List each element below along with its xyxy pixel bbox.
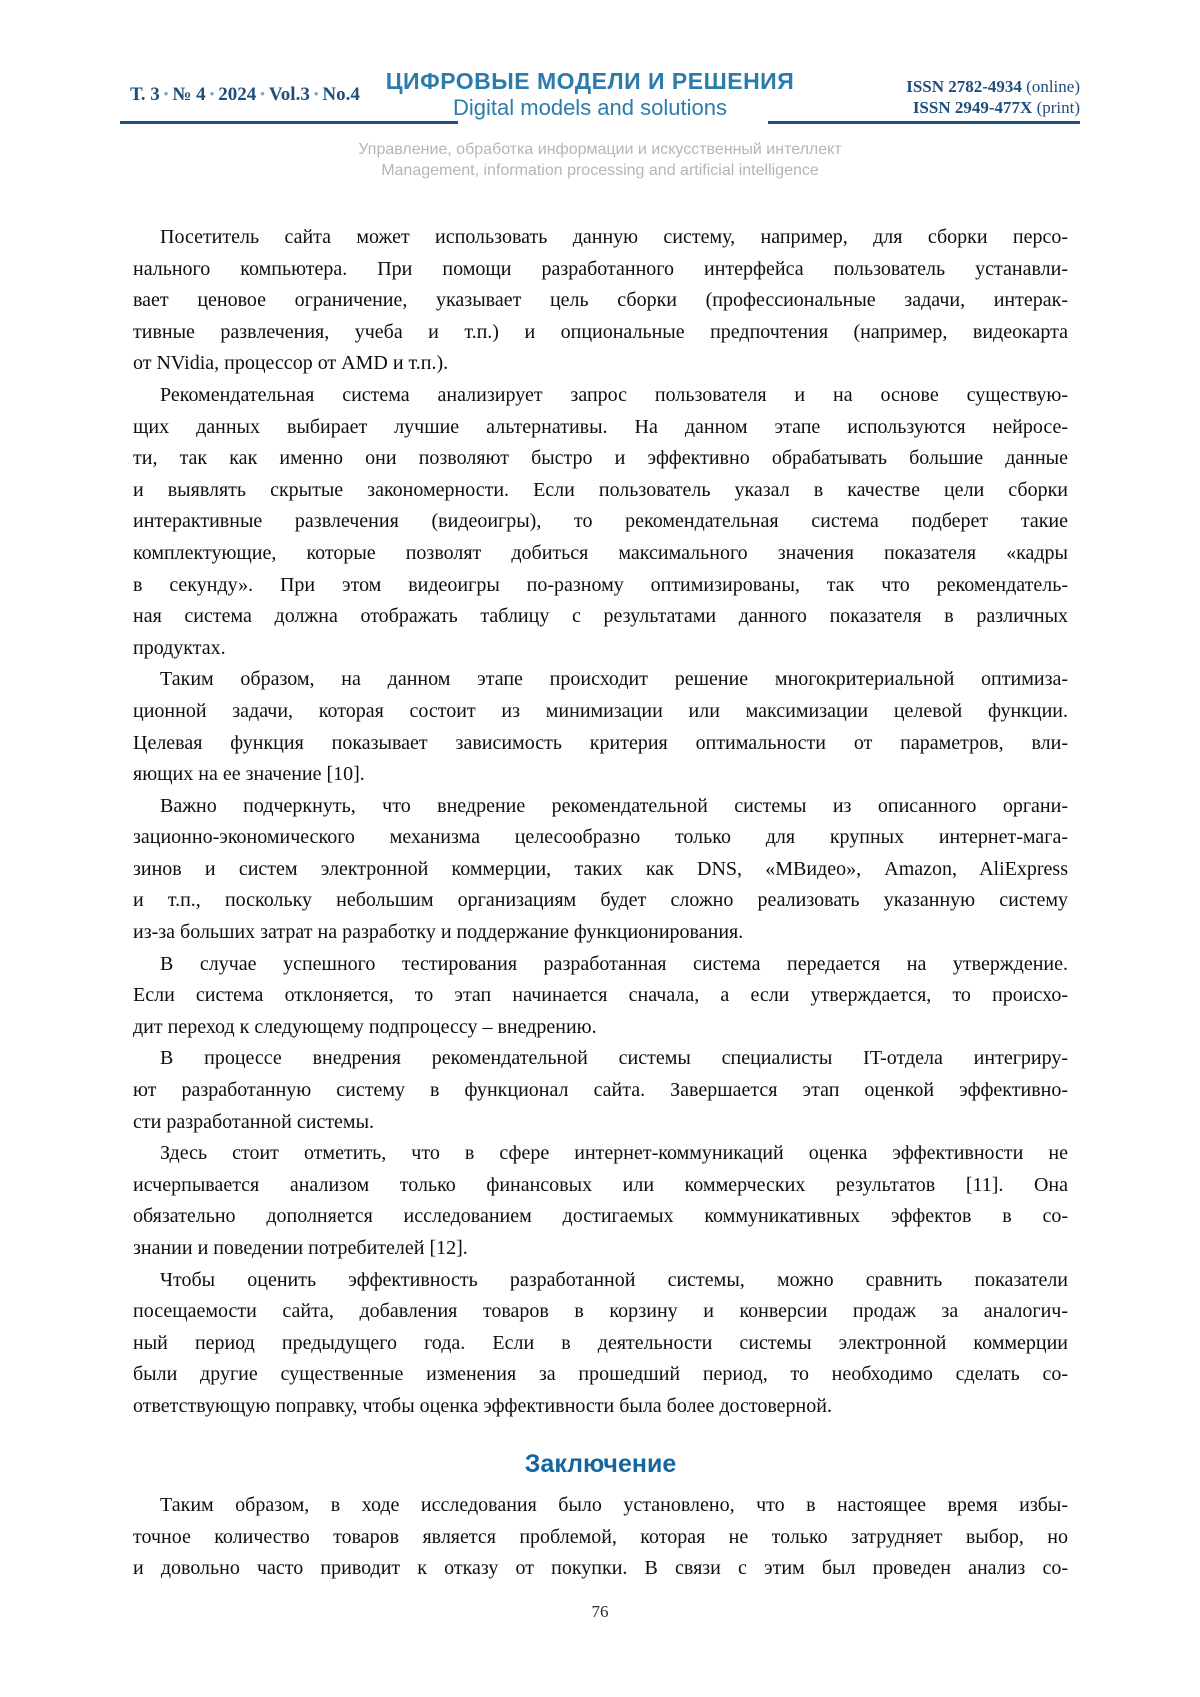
paragraph-line: ответствующую поправку, чтобы оценка эффективности была более достоверной.	[133, 1394, 832, 1417]
paragraph-line: и т.п., поскольку небольшим организациям будет сложно реализовать указанную систему	[133, 889, 1068, 912]
issn-block	[906, 76, 1080, 118]
paragraph-line: Таким образом, на данном этапе происходит решение многокритериальной оптимиза-	[160, 668, 1068, 691]
paragraph	[133, 1490, 1068, 1585]
paragraph-line: ная система должна отображать таблицу с результатами данного показателя в различных	[133, 605, 1068, 628]
main-paragraphs	[133, 222, 1068, 1423]
issue-separator-dot: •	[163, 86, 169, 101]
issn-type: (online)	[1026, 77, 1080, 96]
paragraph-line: посещаемости сайта, добавления товаров в корзину и конверсии продаж за аналогич-	[133, 1300, 1068, 1323]
section-subtitle	[0, 139, 1200, 181]
paragraph	[133, 222, 1068, 380]
paragraph-line: и выявлять скрытые закономерности. Если пользователь указал в качестве цели сборки	[133, 478, 1068, 501]
issue-separator-dot: •	[313, 86, 319, 101]
section-subtitle-russian: Управление, обработка информации и искусственный интеллект	[358, 141, 842, 158]
paragraph-line: Здесь стоит отметить, что в сфере интернет-коммуникаций оценка эффективности не	[160, 1142, 1068, 1165]
paragraph-line: исчерпывается анализом только финансовых или коммерческих результатов [11]. Она	[133, 1173, 1068, 1196]
paragraph	[133, 949, 1068, 1044]
paragraph-line: обязательно дополняется исследованием достигаемых коммуникативных эффектов в со-	[133, 1205, 1068, 1228]
issue-segment: Т. 3	[130, 84, 160, 105]
paragraph-line: ют разработанную систему в функционал сайта. Завершается этап оценкой эффективно-	[133, 1079, 1068, 1102]
paragraph	[133, 380, 1068, 664]
header-rule-right	[768, 121, 1080, 124]
issue-segment: № 4	[172, 84, 206, 105]
paragraph-line: тивные развлечения, учеба и т.п.) и опциональные предпочтения (например, видеокарта	[133, 320, 1068, 343]
article-body	[133, 222, 1068, 1585]
paragraph-line: нального компьютера. При помощи разработанного интерфейса пользователь устанавли-	[133, 257, 1068, 280]
paragraph-line: Если система отклоняется, то этап начинается сначала, а если утверждается, то происхо-	[133, 984, 1068, 1007]
journal-title-english: Digital models and solutions	[453, 95, 727, 120]
paragraph-line: были другие существенные изменения за прошедший период, то необходимо сделать со-	[133, 1363, 1068, 1386]
paragraph-line: сти разработанной системы.	[133, 1110, 375, 1133]
paragraph-line: щих данных выбирает лучшие альтернативы. На данном этапе используются нейросе-	[133, 415, 1068, 438]
paragraph-line: Чтобы оценить эффективность разработанной системы, можно сравнить показатели	[160, 1268, 1068, 1291]
paragraph-line: В процессе внедрения рекомендательной системы специалисты IT-отдела интегриру-	[160, 1047, 1068, 1070]
issn-code: ISSN 2782-4934	[906, 77, 1027, 96]
issue-segment: 2024	[218, 84, 257, 105]
paragraph-line: дит переход к следующему подпроцессу – внедрению.	[133, 1015, 597, 1038]
paragraph-line: зационно-экономического механизма целесообразно только для крупных интернет-мага-	[133, 826, 1068, 849]
paragraph-line: зинов и систем электронной коммерции, таких как DNS, «МВидео», Amazon, AliExpress	[133, 857, 1068, 880]
issue-separator-dot: •	[209, 86, 215, 101]
page-number: 76	[591, 1602, 609, 1621]
paragraph	[133, 1138, 1068, 1264]
issue-segment: No.4	[322, 84, 360, 105]
issn-row	[906, 97, 1080, 118]
conclusion-heading: Заключение	[524, 1449, 677, 1478]
paragraph-line: от NVidia, процессор от AMD и т.п.).	[133, 352, 449, 375]
issn-code: ISSN 2949-477X	[912, 98, 1037, 117]
paragraph-line: Важно подчеркнуть, что внедрение рекомендательной системы из описанного органи-	[160, 794, 1068, 817]
paragraph	[133, 1043, 1068, 1138]
paragraph-line: Целевая функция показывает зависимость критерия оптимальности от параметров, вли-	[133, 731, 1068, 754]
paragraph-line: знании и поведении потребителей [12].	[133, 1237, 468, 1259]
paragraph-line: интерактивные развлечения (видеоигры), то рекомендательная система подберет такие	[133, 510, 1068, 533]
issn-row	[906, 76, 1080, 97]
header-rule-left	[120, 121, 458, 124]
paragraph-line: точное количество товаров является проблемой, которая не только затрудняет выбор, но	[133, 1525, 1068, 1548]
paragraph-line: Таким образом, в ходе исследования было установлено, что в настоящее время избы-	[160, 1494, 1068, 1517]
journal-title-russian: ЦИФРОВЫЕ МОДЕЛИ И РЕШЕНИЯ	[385, 68, 795, 94]
paragraph-line: Посетитель сайта может использовать данную систему, например, для сборки персо-	[160, 226, 1068, 248]
paragraph-line: вает ценовое ограничение, указывает цель сборки (профессиональные задачи, интерак-	[133, 289, 1068, 312]
paragraph	[133, 791, 1068, 949]
paragraph-line: комплектующие, которые позволят добиться максимального значения показателя «кадры	[133, 541, 1068, 564]
section-subtitle-english: Management, information processing and artificial intelligence	[381, 162, 819, 179]
paragraph	[133, 664, 1068, 790]
paragraph-line: Рекомендательная система анализирует запрос пользователя и на основе существую-	[160, 383, 1068, 406]
issue-segment: Vol.3	[268, 84, 310, 105]
issue-separator-dot: •	[260, 86, 265, 101]
conclusion-paragraphs	[133, 1490, 1068, 1585]
paragraph-line: в секунду». При этом видеоигры по-разному оптимизированы, так что рекомендатель-	[133, 573, 1068, 596]
issn-type: (print)	[1036, 98, 1080, 117]
paragraph-line: ционной задачи, которая состоит из минимизации или максимизации целевой функции.	[133, 699, 1068, 722]
paragraph-line: В случае успешного тестирования разработанная система передается на утверждение.	[160, 952, 1068, 975]
paragraph-line: и довольно часто приводит к отказу от покупки. В связи с этим был проведен анализ со-	[133, 1557, 1068, 1580]
paragraph-line: продуктах.	[133, 636, 226, 659]
paragraph-line: ный период предыдущего года. Если в деятельности системы электронной коммерции	[133, 1331, 1068, 1354]
paragraph-line: из-за больших затрат на разработку и поддержание функционирования.	[133, 921, 744, 944]
paragraph	[133, 1265, 1068, 1423]
paragraph-line: ти, так как именно они позволяют быстро и эффективно обрабатывать большие данные	[133, 447, 1068, 470]
paragraph-line: яющих на ее значение [10].	[133, 763, 365, 786]
